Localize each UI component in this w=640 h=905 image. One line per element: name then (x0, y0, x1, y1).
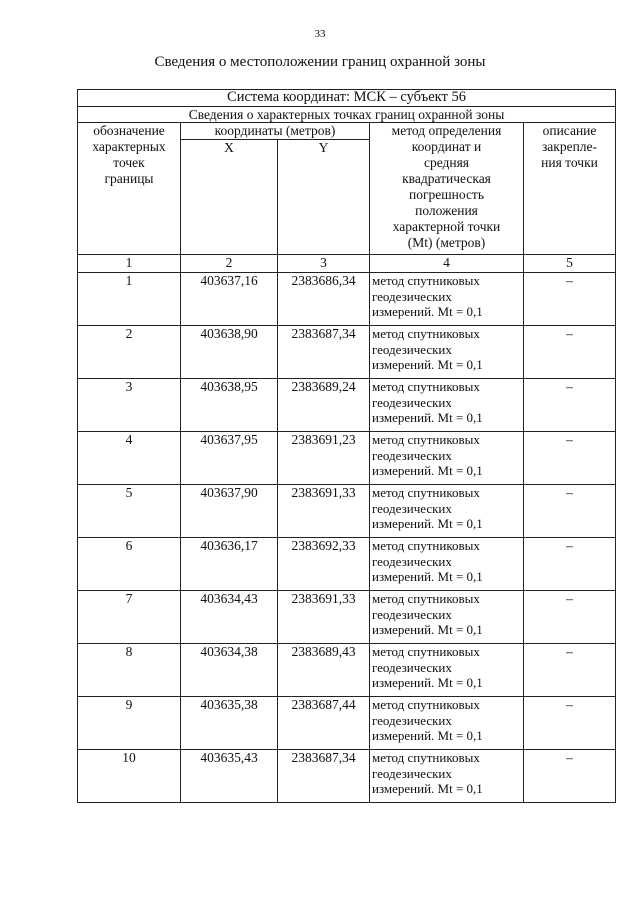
header-method-line: квадратическая (402, 171, 491, 186)
header-method-line: погрешность (408, 187, 484, 202)
determination-method-line: измерений. Mt = 0,1 (372, 516, 483, 531)
determination-method-line: геодезических (372, 765, 452, 781)
point-number: 4 (78, 432, 181, 485)
table-row (78, 379, 616, 432)
coordinate-x: 403636,17 (181, 538, 278, 591)
header-x: X (181, 140, 278, 255)
header-designation (78, 123, 181, 255)
column-number-row (78, 255, 616, 273)
coordinate-y: 2383691,33 (278, 485, 370, 538)
table-row (78, 273, 616, 326)
determination-method (370, 697, 524, 750)
coordinate-x: 403638,90 (181, 326, 278, 379)
header-method-line: средняя (423, 155, 470, 170)
coordinate-x: 403637,95 (181, 432, 278, 485)
determination-method-line: измерений. Mt = 0,1 (372, 675, 483, 690)
determination-method-line: метод спутниковых (372, 750, 480, 765)
determination-method-line: метод спутниковых (372, 644, 480, 659)
coordinate-x: 403638,95 (181, 379, 278, 432)
coordinate-y: 2383689,24 (278, 379, 370, 432)
table-caption: Сведения о характерных точках границ охранной зоны (78, 106, 616, 123)
document-title: Сведения о местоположении границ охранной зоны (154, 54, 486, 70)
column-number: 5 (524, 255, 616, 273)
column-number: 2 (181, 255, 278, 273)
column-number: 4 (370, 255, 524, 273)
coordinate-x: 403637,16 (181, 273, 278, 326)
header-method-line: (Mt) (метров) (407, 235, 486, 250)
point-description: – (524, 591, 616, 644)
header-description (524, 123, 616, 255)
determination-method-line: геодезических (372, 447, 452, 463)
determination-method-line: геодезических (372, 606, 452, 622)
header-coordinates: координаты (метров) (181, 123, 370, 140)
point-number: 9 (78, 697, 181, 750)
column-number: 1 (78, 255, 181, 273)
header-method-line: координат и (411, 139, 482, 154)
table-row (78, 538, 616, 591)
determination-method-line: метод спутниковых (372, 538, 480, 553)
determination-method-line: геодезических (372, 288, 452, 304)
point-number: 5 (78, 485, 181, 538)
determination-method-line: геодезических (372, 712, 452, 728)
page-number: 33 (314, 28, 326, 40)
header-description-line: описание (542, 123, 597, 138)
determination-method-line: геодезических (372, 553, 452, 569)
table-row (78, 326, 616, 379)
coordinate-system: Система координат: МСК – субъект 56 (78, 90, 616, 107)
coordinate-y: 2383692,33 (278, 538, 370, 591)
determination-method-line: измерений. Mt = 0,1 (372, 622, 483, 637)
determination-method-line: геодезических (372, 500, 452, 516)
header-designation-line: точек (113, 155, 145, 170)
table-row (78, 697, 616, 750)
table-row (78, 591, 616, 644)
boundary-points-table (77, 89, 616, 803)
header-method-line: положения (415, 203, 478, 218)
coordinate-y: 2383687,44 (278, 697, 370, 750)
point-description: – (524, 326, 616, 379)
point-number: 3 (78, 379, 181, 432)
point-description: – (524, 750, 616, 803)
point-description: – (524, 538, 616, 591)
determination-method-line: метод спутниковых (372, 697, 480, 712)
table-row (78, 485, 616, 538)
determination-method-line: метод спутниковых (372, 273, 480, 288)
point-description: – (524, 644, 616, 697)
header-y: Y (278, 140, 370, 255)
determination-method (370, 538, 524, 591)
header-designation-line: обозначение (93, 123, 165, 138)
point-number: 7 (78, 591, 181, 644)
point-description: – (524, 379, 616, 432)
coordinate-y: 2383687,34 (278, 750, 370, 803)
point-number: 6 (78, 538, 181, 591)
determination-method-line: измерений. Mt = 0,1 (372, 304, 483, 319)
determination-method-line: метод спутниковых (372, 379, 480, 394)
determination-method (370, 432, 524, 485)
coordinate-x: 403635,38 (181, 697, 278, 750)
point-number: 10 (78, 750, 181, 803)
header-designation-line: границы (104, 171, 154, 186)
header-description-line: ния точки (541, 155, 598, 170)
determination-method (370, 591, 524, 644)
coordinate-y: 2383686,34 (278, 273, 370, 326)
point-number: 2 (78, 326, 181, 379)
coordinate-x: 403635,43 (181, 750, 278, 803)
coordinate-x: 403637,90 (181, 485, 278, 538)
determination-method-line: измерений. Mt = 0,1 (372, 410, 483, 425)
coordinate-x: 403634,43 (181, 591, 278, 644)
header-description-line: закрепле- (541, 139, 598, 154)
determination-method (370, 379, 524, 432)
determination-method-line: метод спутниковых (372, 485, 480, 500)
determination-method (370, 485, 524, 538)
table-caption-row (78, 106, 616, 123)
column-number: 3 (278, 255, 370, 273)
point-description: – (524, 432, 616, 485)
determination-method-line: метод спутниковых (372, 591, 480, 606)
determination-method-line: измерений. Mt = 0,1 (372, 463, 483, 478)
header-method-line: характерной точки (392, 219, 501, 234)
header-method (370, 123, 524, 255)
coordinate-y: 2383691,33 (278, 591, 370, 644)
coordinate-x: 403634,38 (181, 644, 278, 697)
determination-method-line: измерений. Mt = 0,1 (372, 781, 483, 796)
determination-method (370, 750, 524, 803)
table-row (78, 750, 616, 803)
table-row (78, 644, 616, 697)
determination-method-line: геодезических (372, 394, 452, 410)
header-row-top (78, 123, 616, 140)
determination-method-line: геодезических (372, 341, 452, 357)
determination-method-line: геодезических (372, 659, 452, 675)
point-number: 8 (78, 644, 181, 697)
point-description: – (524, 485, 616, 538)
determination-method (370, 644, 524, 697)
determination-method-line: метод спутниковых (372, 432, 480, 447)
coordinate-y: 2383687,34 (278, 326, 370, 379)
table-row (78, 432, 616, 485)
point-description: – (524, 697, 616, 750)
determination-method-line: измерений. Mt = 0,1 (372, 569, 483, 584)
coordinate-y: 2383689,43 (278, 644, 370, 697)
point-number: 1 (78, 273, 181, 326)
determination-method (370, 326, 524, 379)
header-method-line: метод определения (391, 123, 502, 138)
header-designation-line: характерных (92, 139, 166, 154)
coordinate-system-row (78, 90, 616, 107)
determination-method-line: измерений. Mt = 0,1 (372, 357, 483, 372)
determination-method-line: измерений. Mt = 0,1 (372, 728, 483, 743)
determination-method (370, 273, 524, 326)
determination-method-line: метод спутниковых (372, 326, 480, 341)
point-description: – (524, 273, 616, 326)
coordinate-y: 2383691,23 (278, 432, 370, 485)
